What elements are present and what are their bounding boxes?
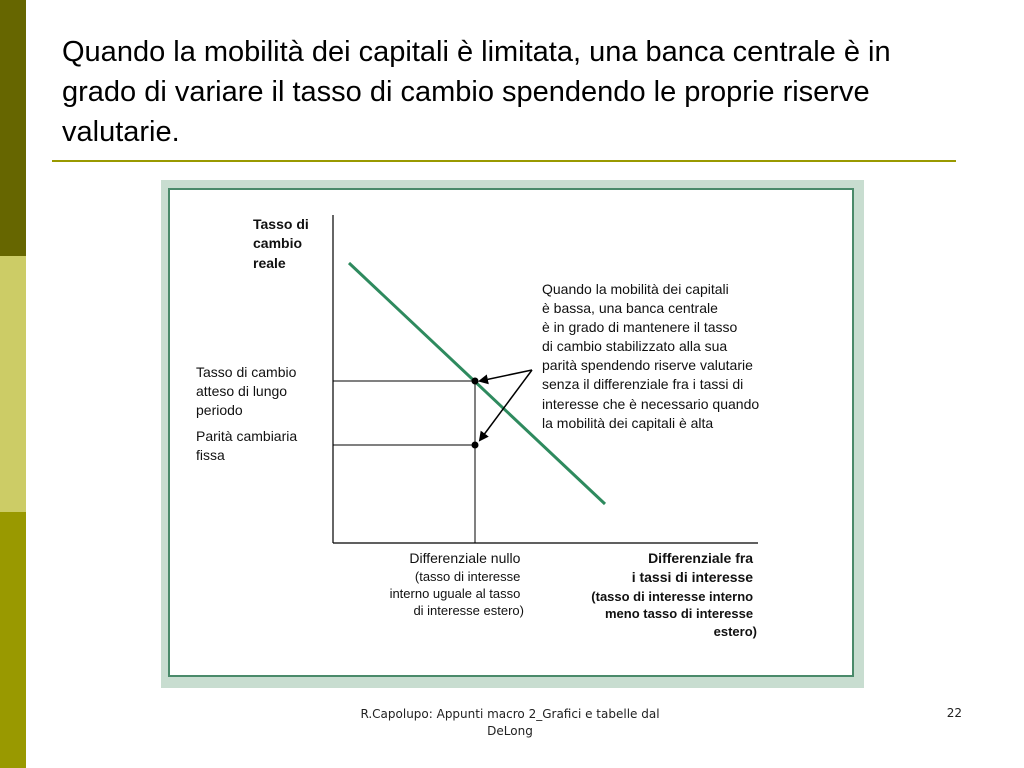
point-fixed-parity	[472, 442, 479, 449]
x-axis-label: Differenziale fra i tassi di interesse (tasso di interesse interno meno tasso di interesse estero)	[591, 550, 757, 639]
slide-title: Quando la mobilità dei capitali è limitata, una banca centrale è in grado di variare il tasso di cambio spendendo le proprie riserve valutarie.	[62, 36, 891, 148]
label-expected-rate: Tasso di cambio atteso di lungo periodo	[196, 364, 297, 418]
y-axis-label: Tasso di cambio reale	[253, 216, 309, 271]
point-expected-rate	[472, 378, 479, 385]
label-fixed-parity: Parità cambiaria fissa	[196, 428, 298, 463]
label-zero-differential: Differenziale nullo (tasso di interesse interno uguale al tasso di interesse estero)	[389, 550, 524, 618]
annotation-text: Quando la mobilità dei capitali è bassa, una banca centrale è in grado di mantenere il tasso di cambio stabilizzato alla sua parità spendendo riserve valutarie senza il differenziale fra i tassi di interesse che è necessario quando la mobilità dei capitali è alta	[542, 281, 760, 431]
slide-footer: R.Capolupo: Appunti macro 2_Grafici e tabelle dal DeLong	[360, 707, 660, 738]
page-number: 22	[946, 706, 962, 720]
